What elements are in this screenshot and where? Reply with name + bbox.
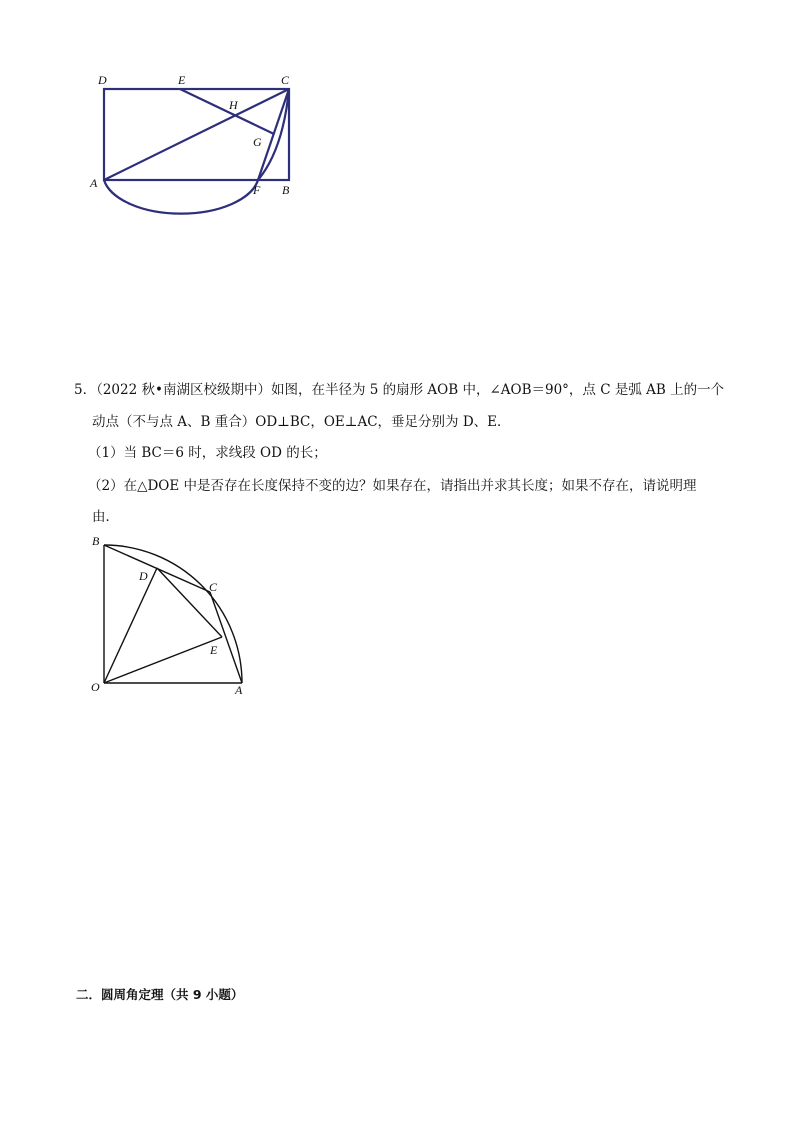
figure-rectangle-semicircle [80, 66, 310, 226]
problem5-question1: （1）当 BC＝6 时，求线段 OD 的长； [88, 445, 327, 461]
figure-sector-AOB [85, 530, 255, 700]
problem5-question2-line1: （2）在△DOE 中是否存在长度保持不变的边？如果存在，请指出并求其长度；如果不存在，请说明理 [88, 478, 697, 494]
label-E: E [178, 73, 186, 87]
segment-EG [180, 89, 274, 134]
label-B: B [92, 534, 100, 548]
label-B: B [282, 183, 290, 197]
label-A: A [90, 176, 98, 190]
label-G: G [253, 135, 262, 149]
section-heading: 二．圆周角定理（共 9 小题） [76, 987, 244, 1002]
arc-AB [104, 545, 242, 683]
problem5-question2-line2: 由． [92, 509, 119, 525]
label-H: H [229, 98, 238, 112]
label-F: F [253, 183, 261, 197]
label-A: A [235, 683, 243, 697]
problem5-line1: 5．（2022 秋•南湖区校级期中）如图，在半径为 5 的扇形 AOB 中，∠AOB＝90°，点 C 是弧 AB 上的一个 [74, 382, 725, 398]
problem5-line2: 动点（不与点 A、B 重合）OD⊥BC，OE⊥AC，垂足分别为 D、E． [92, 414, 511, 430]
label-D: D [139, 569, 148, 583]
chord-AC [210, 592, 242, 683]
label-E: E [210, 643, 218, 657]
label-D: D [98, 73, 107, 87]
semicircle-arc-AF [104, 180, 258, 214]
label-C: C [209, 580, 218, 594]
label-O: O [91, 680, 100, 694]
segment-DE [157, 568, 222, 637]
label-C: C [281, 73, 290, 87]
